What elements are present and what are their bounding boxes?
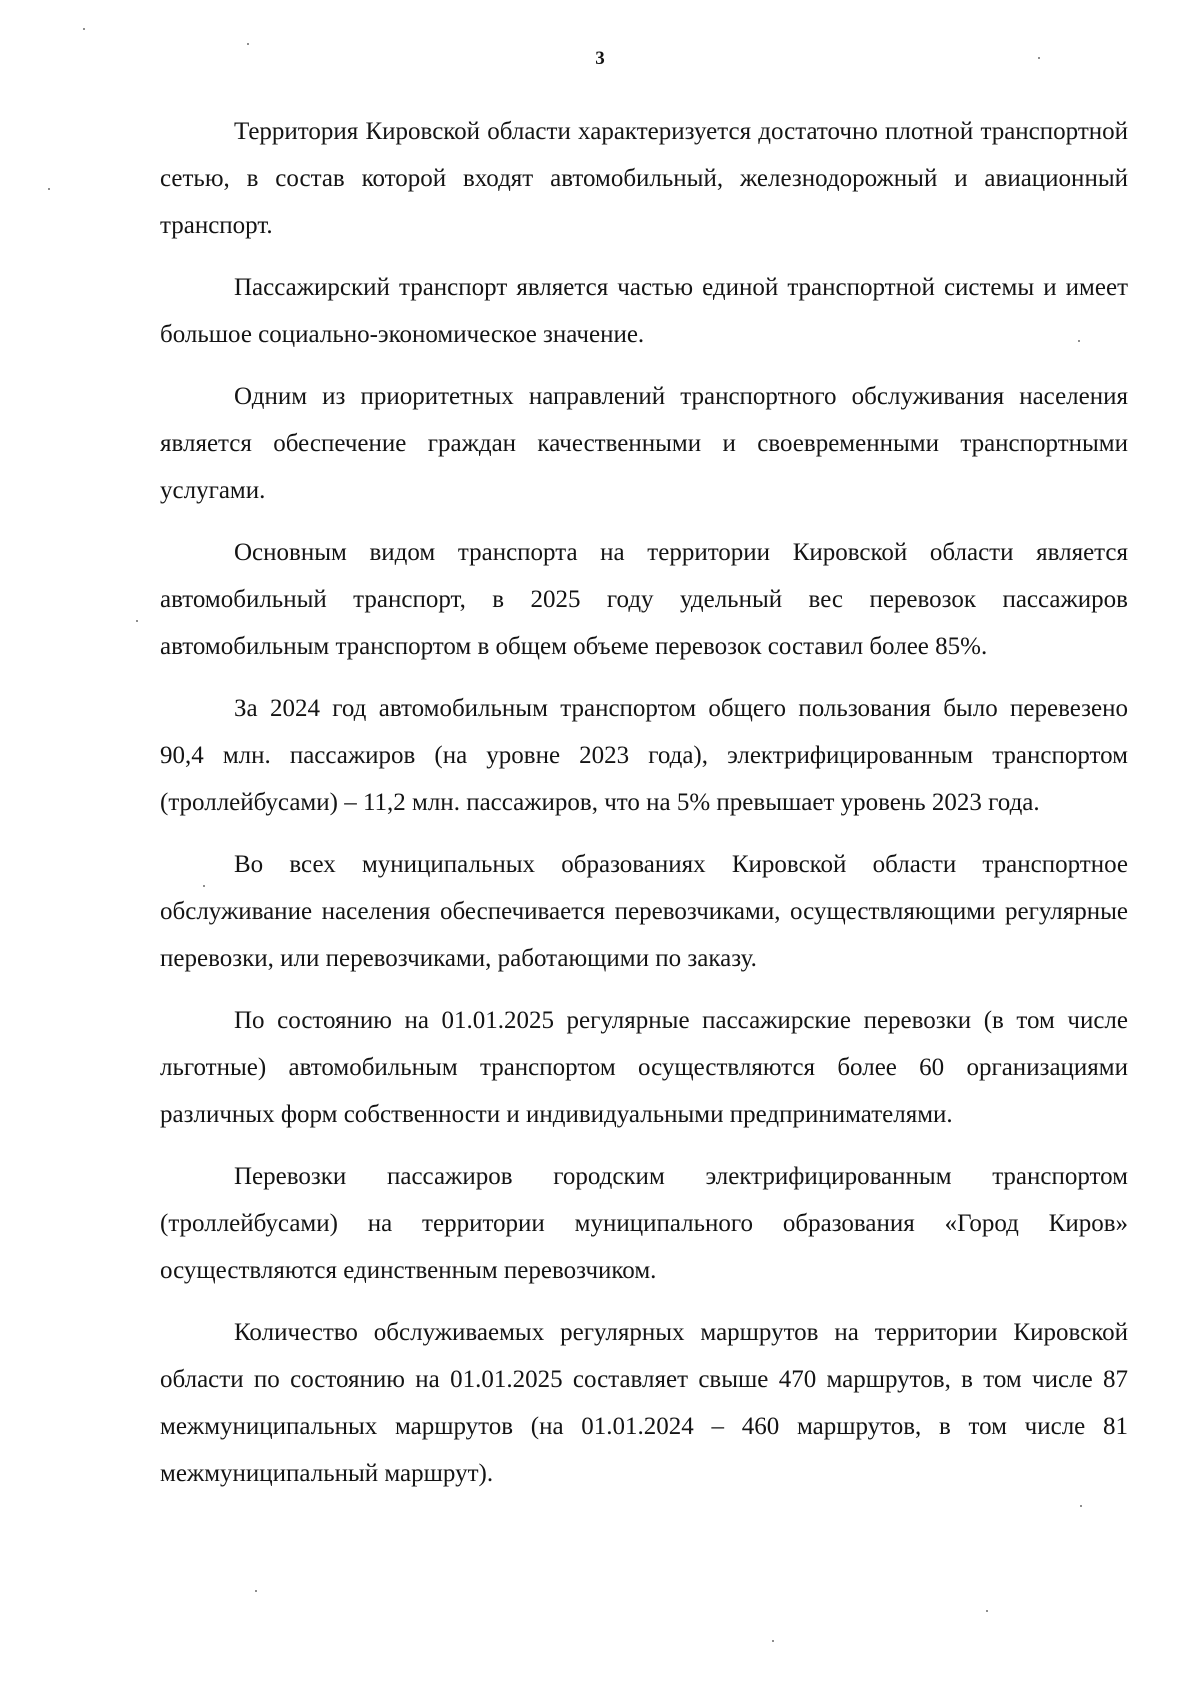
scan-speck (203, 885, 205, 887)
paragraph-passenger-transport: Пассажирский транспорт является частью единой транспортной системы и имеет большое социально-экономическое значение. (160, 274, 1128, 348)
scan-speck (136, 620, 138, 622)
scan-speck (1038, 57, 1040, 59)
scan-speck (986, 1610, 988, 1612)
body-text (160, 108, 1128, 1512)
page-number: 3 (595, 48, 605, 69)
paragraph-main-transport-type: Основным видом транспорта на территории Кировской области является автомобильный транспорт, в 2025 году удельный вес перевозок пассажиров автомобильным транспортом в общем объеме перевозок составил более 85%. (160, 539, 1128, 660)
paragraph-2024-statistics: За 2024 год автомобильным транспортом общего пользования было перевезено 90,4 млн. пассажиров (на уровне 2023 года), электрифицированным транспортом (троллейбусами) – 11,2 млн. пассажиров, что на 5% превышает уровень 2023 года. (160, 695, 1128, 816)
scan-speck (247, 43, 249, 45)
paragraph-municipal-service: Во всех муниципальных образованиях Кировской области транспортное обслуживание населения обеспечивается перевозчиками, осуществляющими регулярные перевозки, или перевозчиками, работающими по заказу. (160, 851, 1128, 972)
scan-speck (772, 1640, 774, 1642)
paragraph-regular-carriers: По состоянию на 01.01.2025 регулярные пассажирские перевозки (в том числе льготные) автомобильным транспортом осуществляются более 60 организациями различных форм собственности и индивидуальными предпринимателями. (160, 1007, 1128, 1128)
scan-speck (48, 188, 50, 190)
paragraph-transport-network: Территория Кировской области характеризуется достаточно плотной транспортной сетью, в состав которой входят автомобильный, железнодорожный и авиационный транспорт. (160, 118, 1128, 239)
paragraph-priority-direction: Одним из приоритетных направлений транспортного обслуживания населения является обеспечение граждан качественными и своевременными транспортными услугами. (160, 383, 1128, 504)
paragraph-trolleybus-carrier: Перевозки пассажиров городским электрифицированным транспортом (троллейбусами) на территории муниципального образования «Город Киров» осуществляются единственным перевозчиком. (160, 1163, 1128, 1284)
paragraph-route-count: Количество обслуживаемых регулярных маршрутов на территории Кировской области по состоянию на 01.01.2025 составляет свыше 470 маршрутов, в том числе 87 межмуниципальных маршрутов (на 01.01.2024 – 460 маршрутов, в том числе 81 межмуниципальный маршрут). (160, 1319, 1128, 1487)
scan-speck (1078, 340, 1080, 342)
scan-speck (255, 1590, 257, 1592)
scan-speck (83, 28, 85, 30)
scan-speck (1080, 1505, 1082, 1507)
